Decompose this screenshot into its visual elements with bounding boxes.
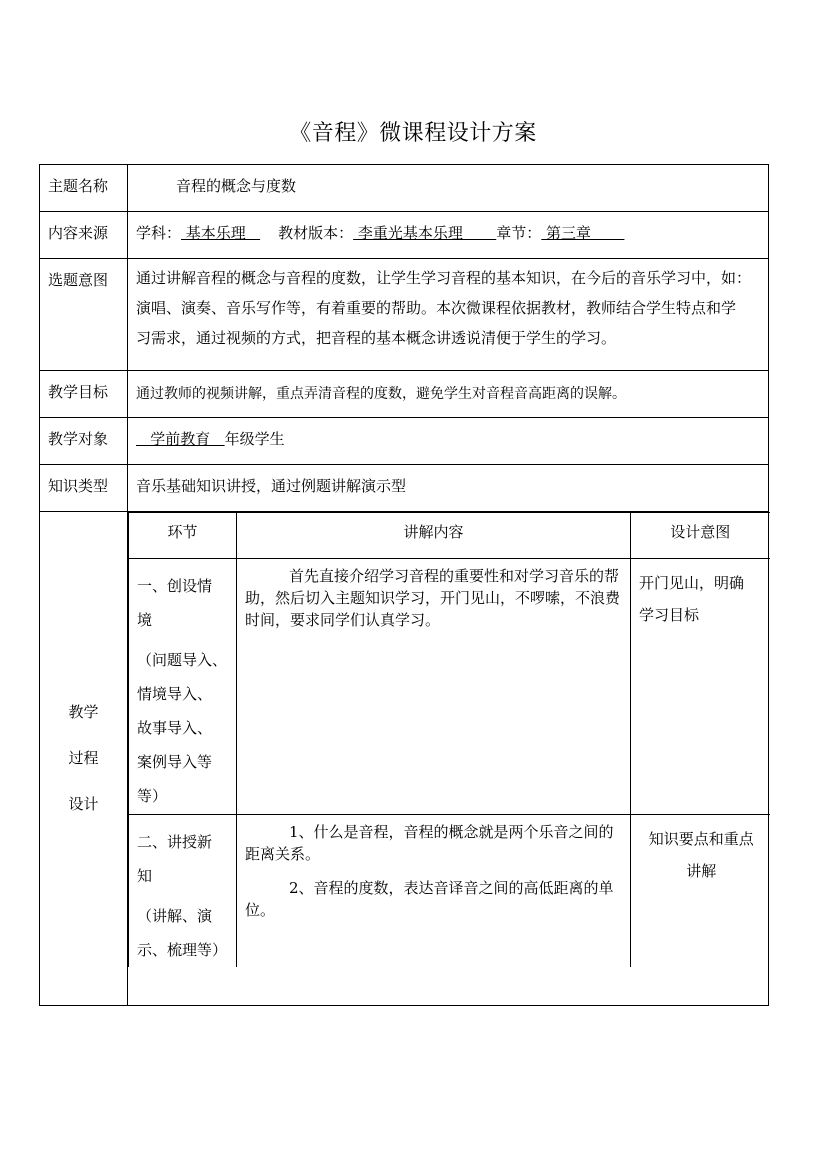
stage-line: 故事导入、 bbox=[137, 719, 213, 737]
source-label: 内容来源 bbox=[40, 212, 128, 259]
audience-label: 教学对象 bbox=[40, 418, 128, 465]
textbook-label: 教材版本： bbox=[278, 224, 354, 242]
goal-value: 通过教师的视频讲解，重点弄清音程的度数，避免学生对音程音高距离的误解。 bbox=[128, 371, 769, 418]
source-row bbox=[40, 212, 769, 259]
process-label-line: 设计 bbox=[68, 795, 99, 813]
textbook-value: 李重光基本乐理 bbox=[353, 224, 497, 242]
intent-cell bbox=[631, 559, 770, 815]
process-cell bbox=[128, 512, 769, 1006]
audience-grade: 学前教育 bbox=[136, 430, 225, 448]
intent-line: 学习目标 bbox=[639, 606, 700, 624]
header-stage: 环节 bbox=[129, 513, 237, 559]
rationale-label: 选题意图 bbox=[40, 259, 128, 371]
topic-label: 主题名称 bbox=[40, 165, 128, 212]
stage-line: 案例导入等 bbox=[137, 753, 213, 771]
stage-line: 境 bbox=[137, 611, 153, 629]
chapter-label: 章节： bbox=[496, 224, 542, 242]
knowledge-label: 知识类型 bbox=[40, 465, 128, 512]
content-paragraph: 1、什么是音程，音程的概念就是两个乐音之间的距离关系。 bbox=[245, 823, 614, 863]
document-title: 《音程》微课程设计方案 bbox=[289, 121, 537, 146]
content-cell bbox=[237, 815, 631, 968]
process-header-row bbox=[129, 513, 770, 559]
stage-line: 一、创设情 bbox=[137, 577, 213, 595]
stage-line: 等） bbox=[137, 787, 168, 805]
rationale-text bbox=[128, 259, 769, 371]
knowledge-row bbox=[40, 465, 769, 512]
process-row bbox=[40, 512, 769, 1006]
stage-line: （问题导入、 bbox=[137, 651, 228, 669]
intent-line: 讲解 bbox=[686, 862, 717, 880]
intent-line: 开门见山，明确 bbox=[639, 574, 745, 592]
stage-cell bbox=[129, 815, 237, 968]
plan-table bbox=[39, 164, 769, 1006]
process-label-line: 教学 bbox=[68, 703, 99, 721]
stage-line: 二、讲授新 bbox=[137, 833, 213, 851]
audience-suffix: 年级学生 bbox=[224, 430, 285, 448]
knowledge-value: 音乐基础知识讲授，通过例题讲解演示型 bbox=[128, 465, 769, 512]
subject-value: 基本乐理 bbox=[181, 224, 261, 242]
header-intent: 设计意图 bbox=[631, 513, 770, 559]
source-value bbox=[128, 212, 769, 259]
process-row-2 bbox=[129, 815, 770, 968]
goal-row bbox=[40, 371, 769, 418]
topic-row bbox=[40, 165, 769, 212]
intent-line: 知识要点和重点 bbox=[648, 830, 754, 848]
rationale-line: 演唱、演奏、音乐写作等，有着重要的帮助。本次微课程依据教材，教师结合学生特点和学 bbox=[136, 299, 737, 317]
subject-label: 学科： bbox=[136, 224, 182, 242]
process-label bbox=[40, 512, 128, 1006]
rationale-line: 通过讲解音程的概念与音程的度数，让学生学习音程的基本知识，在今后的音乐学习中，如： bbox=[136, 269, 752, 287]
stage-cell bbox=[129, 559, 237, 815]
stage-line: 示、梳理等） bbox=[137, 941, 228, 959]
stage-line: 情境导入、 bbox=[137, 685, 213, 703]
process-table bbox=[128, 512, 770, 967]
content-cell bbox=[237, 559, 631, 815]
audience-value bbox=[128, 418, 769, 465]
chapter-value: 第三章 bbox=[541, 224, 625, 242]
rationale-line: 习需求，通过视频的方式，把音程的基本概念讲透说清便于学生的学习。 bbox=[136, 329, 617, 347]
stage-line: 知 bbox=[137, 867, 153, 885]
content-paragraph: 首先直接介绍学习音程的重要性和对学习音乐的帮助，然后切入主题知识学习，开门见山，不啰嗦，不浪费时间，要求同学们认真学习。 bbox=[245, 567, 621, 629]
rationale-row bbox=[40, 259, 769, 371]
intent-cell bbox=[631, 815, 770, 968]
stage-line: （讲解、演 bbox=[137, 907, 213, 925]
header-content: 讲解内容 bbox=[237, 513, 631, 559]
topic-value: 音程的概念与度数 bbox=[128, 165, 769, 212]
process-row-1 bbox=[129, 559, 770, 815]
goal-label: 教学目标 bbox=[40, 371, 128, 418]
audience-row bbox=[40, 418, 769, 465]
process-label-line: 过程 bbox=[68, 749, 99, 767]
content-paragraph: 2、音程的度数，表达音译音之间的高低距离的单位。 bbox=[245, 879, 614, 919]
